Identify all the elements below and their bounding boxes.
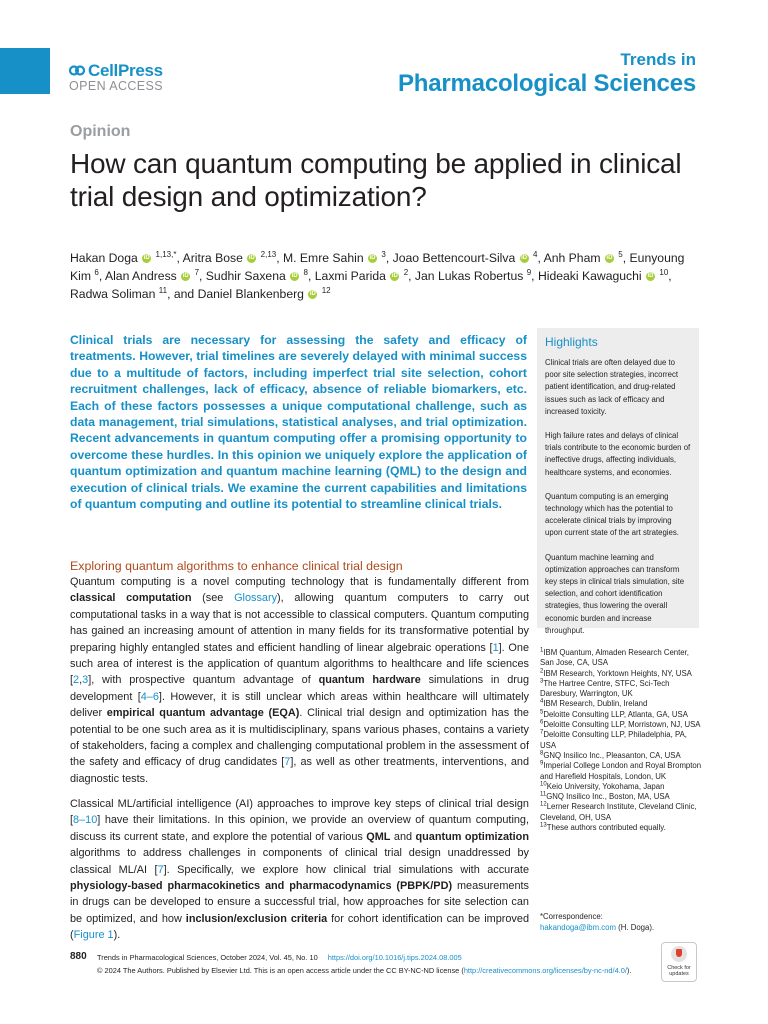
glossary-link[interactable]: Glossary [234,592,278,605]
figure-link[interactable]: Figure 1 [73,929,114,942]
affiliation-text: The Hartree Centre, STFC, Sci-Tech Daresbury, Warrington, UK [540,678,670,699]
citation-link[interactable]: 2 [73,674,80,687]
citation-link[interactable]: 3 [82,674,89,687]
affiliation-item [540,823,702,833]
correspondence-email-link[interactable]: hakandoga@ibm.com [540,923,616,932]
highlight-item: Quantum machine learning and optimization approaches can transform key steps in clinical trials simulation, site selection, and cohort identification strategies, thus lowering the overall economic burden and increase throughput. [545,552,685,635]
orcid-icon[interactable]: iD [391,273,398,280]
author-name[interactable]: Anh Pham [543,251,601,265]
publisher-name: CellPress [88,61,163,80]
journal-title-line2: Pharmacological Sciences [397,70,696,97]
citation-text: Trends in Pharmacological Sciences, October 2024, Vol. 45, No. 10 [97,953,318,962]
author-name[interactable]: Hideaki Kawaguchi [537,269,642,283]
doi-link[interactable]: https://doi.org/10.1016/j.tips.2024.08.005 [327,953,462,962]
affiliation-text: IBM Research, Yorktown Heights, NY, USA [543,668,692,678]
affiliation-number: 4 [540,698,544,705]
author-list: Hakan Doga iD $^{1,13,*}$, Aritra Bose iD $^{2,13}$, M. Emre Sahin iD $^3$, Joao Bettencourt-Silva iD $^4$, Anh Pham iD $^5$, Eunyoung Kim $^6$, Alan Andress iD $^7$, Sudhir Saxena iD $^8$, Laxmi Parida iD $^2$, Jan Lukas Robertus $^9$, Hideaki Kawaguchi iD $^{10}$, Radwa Soliman $^{11}$, and Daniel Blankenberg iD $^{12}$ [70,249,685,301]
license-link[interactable]: http://creativecommons.org/licenses/by-nc-nd/4.0/ [463,966,627,975]
journal-title-line1: Trends in [620,50,696,69]
article-type: Opinion [70,123,131,140]
affiliation-item [540,802,702,823]
highlight-item: Quantum computing is an emerging technology which has the potential to accelerate clinical trials by improving upon current state of the art strategies. [545,491,679,538]
citation-link[interactable]: 1 [492,641,499,654]
affiliation-text: IBM Research, Dublin, Ireland [543,699,648,709]
affiliation-number: 7 [540,729,544,736]
footer-copyright [97,966,631,975]
citation-link[interactable]: 4–6 [140,690,159,703]
author-name[interactable]: Jan Lukas Robertus [414,269,524,283]
affiliation-item [540,710,702,720]
affiliation-text: These authors contributed equally. [546,823,666,833]
affiliation-text: GNQ Insilico Inc., Pleasanton, CA, USA [543,750,681,760]
body-paragraph: Quantum computing is a novel computing technology that is fundamentally different from classical computation (see Glossary), allowing quantum computers to carry out computational tasks in a way that is not accessible to classical computers. Quantum computing has gained an increasing amount of attention in many fields for its transformative potential by preparing highly entangled states and efficient handling of linear algebraic operations [1]. One such area of interest is the application of quantum algorithms to healthcare and life sciences [2,3], with prospective quantum advantage of quantum hardware simulations in drug development [4–6]. However, it is still unclear which areas within healthcare will ultimately deliver empirical quantum advantage (EQA). Clinical trial design and optimization has the potential to be one such area as it is multidisciplinary, spans various phases, contains a variety of stakeholders, facing a complex and challenging computational problem in the assessment of the safety and efficacy of drug candidates [7], as well as other treatments, interventions, and diagnostic tests. [70,576,530,785]
highlight-item: Clinical trials are often delayed due to poor site selection strategies, incorrect patient identification, and drug-related issues such as lack of efficacy and increased toxicity. [545,358,679,416]
affiliation-text: Imperial College London and Royal Brompton and Harefield Hospitals, London, UK [540,761,702,781]
highlights-box [537,328,699,635]
affiliation-item [540,792,702,802]
author-name[interactable]: Laxmi Parida [314,269,386,283]
check-updates-label: Check for updates [667,965,691,977]
abstract: Clinical trials are necessary for assessing the safety and efficacy of treatments. However, trial timelines are severely delayed with minimal success due to a multitude of factors, including imperfect trial site selection, cohort recruitment challenges, lack of efficacy, absence of reliable biomarkers, etc. Each of these factors possesses a unique computational challenge, such as data management, trial simulations, statistical analyses, and trial optimization. Recent advancements in quantum computing offer a promising opportunity to overcome these hurdles. In this opinion we uniquely explore the application of quantum optimization and quantum machine learning (QML) to the design and execution of clinical trials. We examine the current capabilities and limitations of quantum computing and outline its potential to streamline clinical trials. [70,333,527,512]
affiliation-text: Deloitte Consulting LLP, Atlanta, GA, USA [543,709,688,719]
affiliation-text: Keio University, Yokohama, Japan [546,781,665,791]
orcid-icon[interactable]: iD [182,273,189,280]
affiliation-text: GNQ Insilico Inc., Boston, MA, USA [546,792,670,802]
author-affiliation-marker: 7 [194,267,200,277]
citation-link[interactable]: 7 [157,863,164,876]
orcid-icon[interactable]: iD [369,255,376,262]
author-name[interactable]: Radwa Soliman [70,287,156,301]
author-affiliation-marker: 9 [526,267,532,277]
affiliation-text: Lerner Research Institute, Cleveland Clinic, Cleveland, OH, USA [540,802,697,822]
author-affiliation-marker: 11 [158,285,168,295]
affiliation-item [540,730,702,751]
affiliation-item [540,648,702,669]
highlight-item: High failure rates and delays of clinical trials contribute to the economic burden of ineffective drugs, affecting individuals, healthcare systems, and economies. [545,431,691,477]
affiliation-number: 8 [540,750,544,757]
affiliation-item [540,751,702,761]
affiliation-list [540,648,702,833]
affiliation-number: 2 [540,668,544,674]
author-name[interactable]: Aritra Bose [182,251,243,265]
orcid-icon[interactable]: iD [647,273,654,280]
highlights-heading: Highlights [545,335,598,349]
author-affiliation-marker: 10 [659,267,669,277]
author-affiliation-marker: 12 [321,285,331,295]
orcid-icon[interactable]: iD [143,255,150,262]
cellpress-icon [69,63,85,78]
author-name[interactable]: Hakan Doga [70,251,138,265]
correspondence [540,911,702,933]
page-number: 880 [70,951,87,962]
author-affiliation-marker: 5 [618,249,623,259]
affiliation-item [540,782,702,792]
author-name[interactable]: M. Emre Sahin [283,251,364,265]
affiliation-number: 13 [540,822,547,829]
affiliation-number: 6 [540,719,544,726]
affiliation-number: 11 [540,791,547,798]
author-name[interactable]: Daniel Blankenberg [197,287,304,301]
affiliation-item [540,761,702,782]
author-affiliation-marker: 8 [303,267,308,277]
affiliation-number: 1 [540,647,544,654]
citation-link[interactable]: 8–10 [73,814,98,827]
author-affiliation-marker: 1,13,* [155,249,177,259]
body-paragraph: Classical ML/artificial intelligence (AI) approaches to improve key steps of clinical trial design [8–10] have their limitations. In this opinion, we provide an overview of quantum computing, discuss its current state, and explore the potential of various QML and quantum optimization algorithms to address challenges in components of clinical trial design unaddressed by classical ML/AI [7]. Specifically, we explore how clinical trial simulations with accurate physiology-based pharmacokinetics and pharmacodynamics (PBPK/PD) measurements in drugs can be developed to ensure a successful trial, how approaches for site selection can be optimized, and how inclusion/exclusion criteria for cohort identification can be improved (Figure 1). [70,798,529,942]
affiliation-item [540,699,702,709]
orcid-icon[interactable]: iD [248,255,255,262]
affiliation-number: 3 [540,678,544,685]
author-name[interactable]: Sudhir Saxena [205,269,286,283]
orcid-icon[interactable]: iD [291,273,298,280]
author-affiliation-marker: 4 [533,249,538,259]
correspondence-label: *Correspondence: [540,912,603,921]
article-title: How can quantum computing be applied in clinical trial design and optimization? [70,148,682,212]
open-access-label: OPEN ACCESS [69,79,164,93]
check-for-updates-button[interactable] [661,942,697,982]
bookmark-icon [671,946,687,962]
author-affiliation-marker: 2 [403,267,409,277]
orcid-icon[interactable]: iD [309,291,316,298]
author-affiliation-marker: 6 [94,267,99,277]
affiliation-text: Deloitte Consulting LLP, Philadelphia, PA, USA [540,730,687,750]
section-heading: Exploring quantum algorithms to enhance clinical trial design [70,559,403,573]
affiliation-number: 5 [540,709,544,716]
copyright-end: ). [626,966,632,975]
author-name[interactable]: Alan Andress [104,269,177,283]
cellpress-logo[interactable] [69,62,189,93]
citation-link[interactable]: 7 [284,756,291,769]
author-affiliation-marker: 3 [381,249,386,259]
correspondence-person: (H. Doga). [615,923,655,932]
copyright-text: © 2024 The Authors. Published by Elsevier Ltd. This is an open access article under the CC BY-NC-ND license ( [97,966,464,975]
affiliation-number: 10 [540,781,547,788]
orcid-icon[interactable]: iD [606,255,613,262]
journal-color-bar [0,48,50,94]
footer-citation [97,953,462,962]
affiliation-number: 12 [540,801,547,808]
affiliation-text: Deloitte Consulting LLP, Morristown, NJ, USA [543,720,701,730]
author-name[interactable]: Eunyoung Kim [70,251,685,283]
author-affiliation-marker: 2,13 [260,249,277,259]
author-name[interactable]: Joao Bettencourt-Silva [392,251,516,265]
affiliation-text: IBM Quantum, Almaden Research Center, San Jose, CA, USA [540,648,689,668]
orcid-icon[interactable]: iD [521,255,528,262]
journal-title[interactable] [398,50,696,98]
affiliation-number: 9 [540,760,544,767]
affiliation-item [540,679,702,700]
affiliation-item [540,720,702,730]
affiliation-item [540,669,702,679]
